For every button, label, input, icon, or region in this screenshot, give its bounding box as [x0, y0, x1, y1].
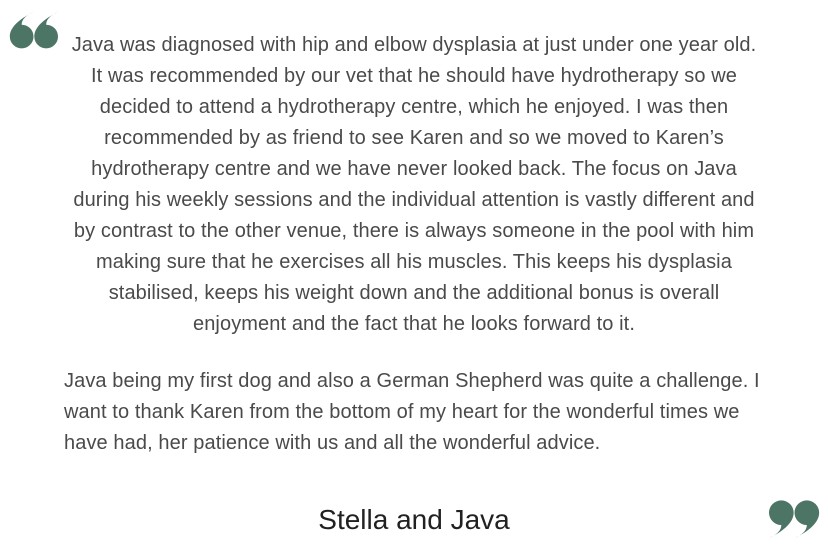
testimonial-paragraph-1: Java was diagnosed with hip and elbow dysplasia at just under one year old. It was recommended by our vet that he should have hydrotherapy so we decided to attend a hydrotherapy centre, which he enjoyed. I was then recommended by as friend to see Karen and so we moved to Karen’s hydrotherapy centre and we have never looked back. The focus on Java during his weekly sessions and the individual attention is vastly different and by contrast to the other venue, there is always someone in the pool with him making sure that he exercises all his muscles. This keeps his dysplasia stabilised, keeps his weight down and the additional bonus is overall enjoyment and the fact that he looks forward to it.	[71, 34, 757, 335]
attribution: Stella and Java	[318, 504, 510, 535]
open-quote-icon	[9, 8, 58, 52]
testimonial-content	[64, 30, 764, 536]
testimonial-paragraph-2: Java being my first dog and also a German Shepherd was quite a challenge. I want to thank Karen from the bottom of my heart for the wonderful times we have had, her patience with us and all the wonderful advice.	[64, 370, 760, 454]
close-quote-icon	[769, 497, 820, 542]
